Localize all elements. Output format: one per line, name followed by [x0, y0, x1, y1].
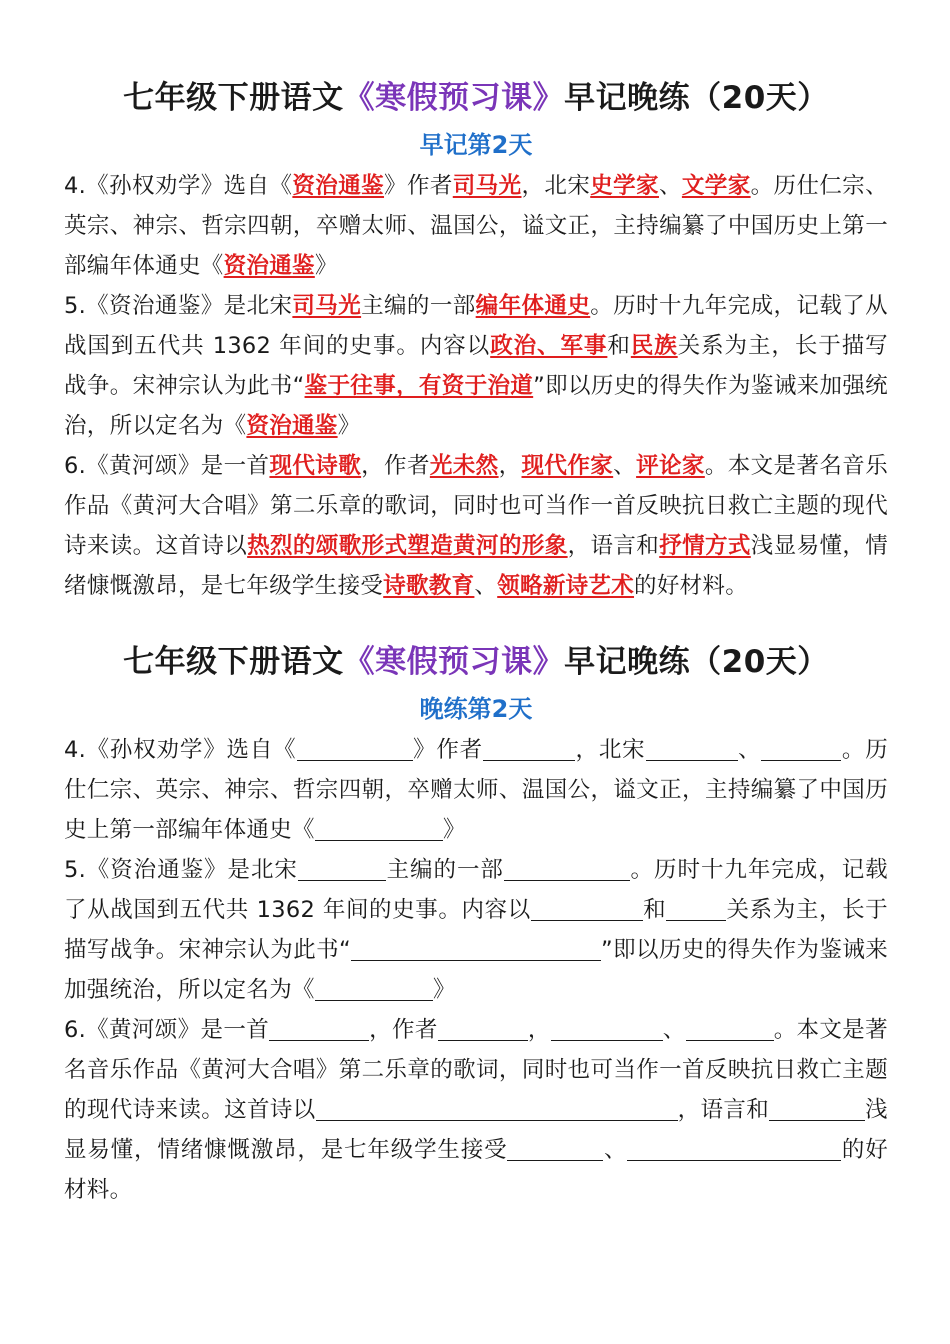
evening-item-6: 6.《黄河颂》是一首 ，作者 ， 、 。本文是著名音乐作品《黄河大合唱》第二乐章的歌词，同时也可当作一首反映抗日救亡主题的现代诗来读。这首诗以 ，语言和 浅显易懂，情绪慷慨激昂，是七年级学生接受 、 的好材料。	[64, 1010, 888, 1210]
fill-blank[interactable]	[761, 734, 841, 761]
fill-blank[interactable]	[551, 1014, 663, 1041]
fill-blank[interactable]	[316, 1094, 678, 1121]
morning-item-4: 4.《孙权劝学》选自《资治通鉴》作者司马光，北宋史学家、文学家。历仕仁宗、英宗、神宗、哲宗四朝，卒赠太师、温国公，谥文正，主持编纂了中国历史上第一部编年体通史《资治通鉴》	[64, 173, 888, 279]
fill-blank[interactable]	[504, 854, 630, 881]
section-subtitle: 早记第2天	[419, 131, 533, 159]
answer-highlight: 抒情方式	[659, 533, 751, 559]
answer-highlight: 资治通鉴	[246, 413, 338, 439]
answer-highlight: 鉴于往事，有资于治道	[304, 373, 534, 399]
answer-highlight: 政治、军事	[490, 333, 608, 359]
fill-blank[interactable]	[531, 894, 643, 921]
answer-highlight: 史学家	[590, 173, 659, 199]
page-title: 七年级下册语文《寒假预习课》早记晚练（20天）	[123, 80, 829, 116]
page-title: 七年级下册语文《寒假预习课》早记晚练（20天）	[123, 644, 829, 680]
fill-blank[interactable]	[298, 854, 386, 881]
answer-highlight: 文学家	[681, 173, 751, 199]
fill-blank[interactable]	[351, 934, 601, 961]
evening-item-4: 4.《孙权劝学》选自《 》作者 ，北宋 、 。历仕仁宗、英宗、神宗、哲宗四朝，卒赠太师、温国公，谥文正，主持编纂了中国历史上第一部编年体通史《 》	[64, 730, 888, 850]
fill-blank[interactable]	[438, 1014, 528, 1041]
fill-blank[interactable]	[315, 814, 443, 841]
answer-highlight: 现代诗歌	[269, 453, 362, 479]
evening-section	[64, 606, 888, 1210]
course-name: 《寒假预习课》	[343, 80, 565, 116]
fill-blank[interactable]	[666, 894, 726, 921]
morning-section	[64, 0, 888, 606]
answer-highlight: 评论家	[636, 453, 705, 479]
fill-blank[interactable]	[507, 1134, 603, 1161]
answer-highlight: 现代作家	[521, 453, 614, 479]
answer-highlight: 司马光	[292, 293, 362, 319]
answer-highlight: 民族	[630, 333, 678, 359]
answer-highlight: 资治通鉴	[223, 253, 315, 279]
fill-blank[interactable]	[269, 1014, 369, 1041]
answer-highlight: 司马光	[452, 173, 522, 199]
section-subtitle: 晚练第2天	[419, 695, 533, 723]
answer-highlight: 热烈的颂歌形式塑造黄河的形象	[247, 533, 568, 559]
morning-item-5: 5.《资治通鉴》是北宋司马光主编的一部编年体通史。历时十九年完成，记载了从战国到五代共 1362 年间的史事。内容以政治、军事和民族关系为主，长于描写战争。宋神宗认为此书“鉴于往事，有资于治道”即以历史的得失作为鉴诫来加强统治，所以定名为《资治通鉴》	[64, 293, 888, 439]
answer-highlight: 光未然	[429, 453, 499, 479]
evening-item-5: 5.《资治通鉴》是北宋 主编的一部 。历时十九年完成，记载了从战国到五代共 1362 年间的史事。内容以 和 关系为主，长于描写战争。宋神宗认为此书“ ”即以历史的得失作为鉴诫来加强统治，所以定名为《 》	[64, 850, 888, 1010]
fill-blank[interactable]	[686, 1014, 774, 1041]
fill-blank[interactable]	[297, 734, 413, 761]
fill-blank[interactable]	[627, 1134, 841, 1161]
answer-highlight: 诗歌教育	[383, 573, 475, 599]
answer-highlight: 资治通鉴	[292, 173, 385, 199]
answer-highlight: 领略新诗艺术	[497, 573, 635, 599]
course-name: 《寒假预习课》	[343, 644, 565, 680]
fill-blank[interactable]	[646, 734, 738, 761]
fill-blank[interactable]	[483, 734, 575, 761]
morning-item-6: 6.《黄河颂》是一首现代诗歌，作者光未然，现代作家、评论家。本文是著名音乐作品《黄河大合唱》第二乐章的歌词，同时也可当作一首反映抗日救亡主题的现代诗来读。这首诗以热烈的颂歌形式塑造黄河的形象，语言和抒情方式浅显易懂，情绪慷慨激昂，是七年级学生接受诗歌教育、领略新诗艺术的好材料。	[64, 453, 889, 599]
fill-blank[interactable]	[769, 1094, 865, 1121]
fill-blank[interactable]	[315, 974, 433, 1001]
answer-highlight: 编年体通史	[475, 293, 591, 319]
